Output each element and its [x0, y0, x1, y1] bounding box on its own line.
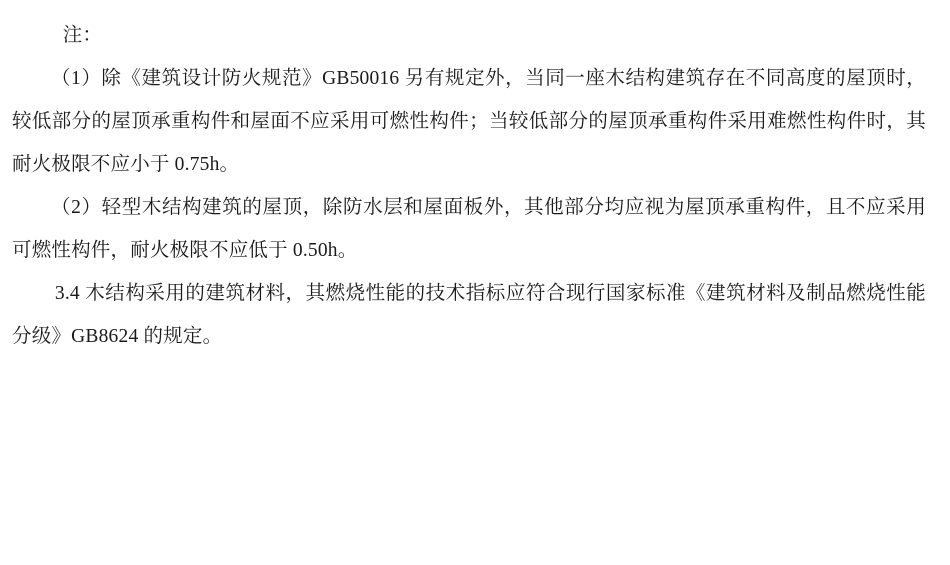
- note-heading: 注：: [62, 25, 103, 46]
- section-3-4: 3.4 木结构采用的建筑材料，其燃烧性能的技术指标应符合现行国家标准《建筑材料及制品燃烧性能分级》GB8624 的规定。: [12, 283, 926, 347]
- note-item-2: （2）轻型木结构建筑的屋顶，除防水层和屋面板外，其他部分均应视为屋顶承重构件，且不应采用可燃性构件，耐火极限不应低于 0.50h。: [12, 197, 926, 261]
- note-item-1: （1）除《建筑设计防火规范》GB50016 另有规定外，当同一座木结构建筑存在不同高度的屋顶时，较低部分的屋顶承重构件和屋面不应采用可燃性构件；当较低部分的屋顶承重构件采用难燃性构件时，其耐火极限不应小于 0.75h。: [12, 68, 926, 175]
